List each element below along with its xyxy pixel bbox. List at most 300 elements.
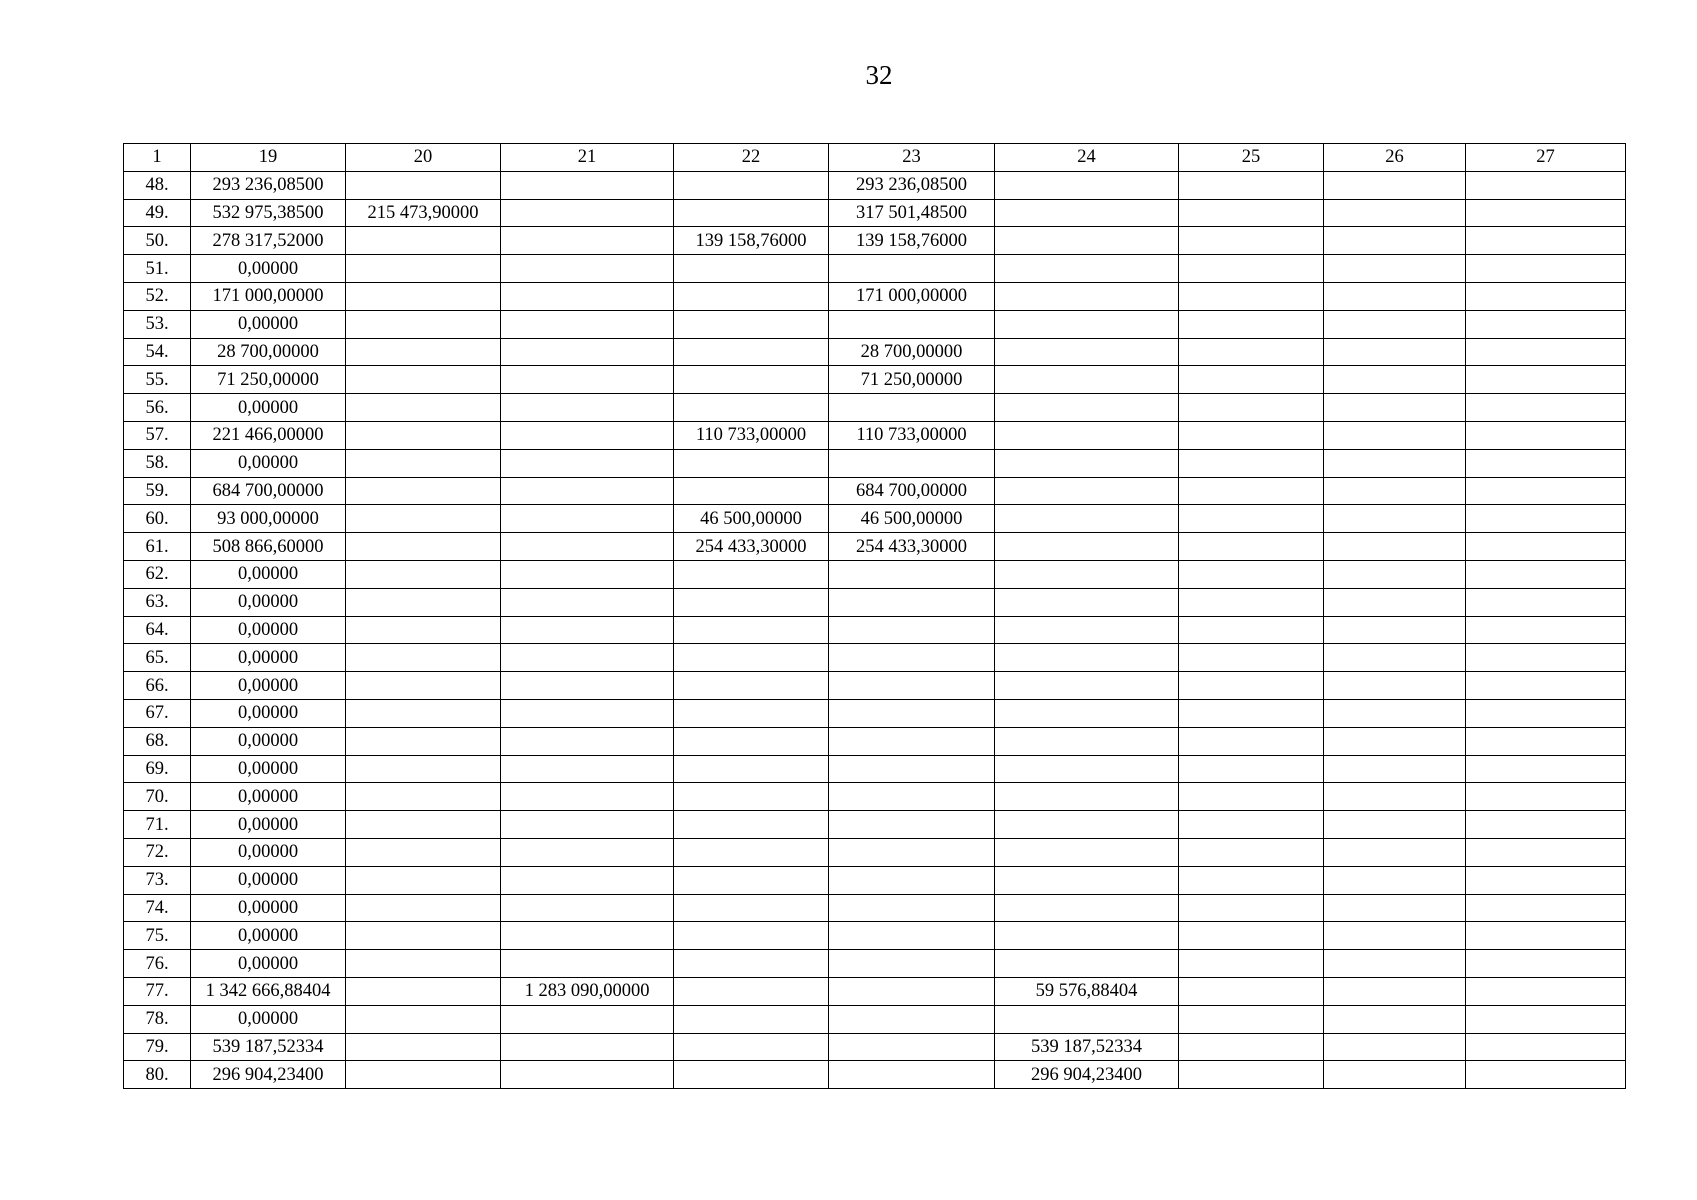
table-cell bbox=[829, 950, 995, 978]
table-cell bbox=[1179, 672, 1324, 700]
table-cell: 539 187,52334 bbox=[191, 1033, 346, 1061]
table-cell bbox=[674, 366, 829, 394]
table-cell bbox=[501, 199, 674, 227]
table-cell bbox=[1466, 1061, 1626, 1089]
table-cell bbox=[674, 950, 829, 978]
table-cell: 139 158,76000 bbox=[829, 227, 995, 255]
table-cell bbox=[1324, 783, 1466, 811]
table-cell bbox=[995, 282, 1179, 310]
table-cell bbox=[1179, 616, 1324, 644]
table-cell bbox=[674, 755, 829, 783]
table-cell: 293 236,08500 bbox=[829, 171, 995, 199]
table-row bbox=[124, 727, 1626, 755]
table-cell: 0,00000 bbox=[191, 560, 346, 588]
row-number-cell: 63. bbox=[124, 588, 191, 616]
table-cell bbox=[1466, 672, 1626, 700]
table-cell bbox=[674, 922, 829, 950]
table-cell bbox=[674, 282, 829, 310]
table-cell: 139 158,76000 bbox=[674, 227, 829, 255]
table-row bbox=[124, 449, 1626, 477]
row-number-cell: 71. bbox=[124, 811, 191, 839]
column-header: 25 bbox=[1179, 144, 1324, 172]
table-cell bbox=[995, 699, 1179, 727]
table-cell: 0,00000 bbox=[191, 672, 346, 700]
table-cell bbox=[346, 977, 501, 1005]
table-cell: 0,00000 bbox=[191, 394, 346, 422]
table-cell bbox=[1466, 533, 1626, 561]
table-cell bbox=[1466, 255, 1626, 283]
row-number-cell: 56. bbox=[124, 394, 191, 422]
table-cell bbox=[829, 616, 995, 644]
table-cell bbox=[346, 366, 501, 394]
table-cell: 28 700,00000 bbox=[191, 338, 346, 366]
table-cell bbox=[1466, 588, 1626, 616]
table-cell bbox=[674, 838, 829, 866]
table-cell bbox=[501, 1061, 674, 1089]
table-cell: 0,00000 bbox=[191, 922, 346, 950]
table-cell bbox=[501, 227, 674, 255]
table-cell bbox=[1466, 282, 1626, 310]
table-row bbox=[124, 255, 1626, 283]
table-cell bbox=[501, 588, 674, 616]
table-row bbox=[124, 644, 1626, 672]
table-cell bbox=[674, 616, 829, 644]
table-cell bbox=[829, 866, 995, 894]
table-cell: 171 000,00000 bbox=[191, 282, 346, 310]
table-cell bbox=[1179, 644, 1324, 672]
table-cell bbox=[674, 560, 829, 588]
table-cell bbox=[995, 505, 1179, 533]
table-cell: 0,00000 bbox=[191, 727, 346, 755]
table-cell bbox=[674, 449, 829, 477]
table-cell bbox=[995, 894, 1179, 922]
table-cell bbox=[674, 1033, 829, 1061]
table-cell bbox=[346, 616, 501, 644]
table-cell bbox=[1179, 310, 1324, 338]
table-cell bbox=[1324, 227, 1466, 255]
table-cell bbox=[1466, 866, 1626, 894]
row-number-cell: 50. bbox=[124, 227, 191, 255]
table-row bbox=[124, 477, 1626, 505]
table-cell bbox=[995, 171, 1179, 199]
table-cell bbox=[1466, 838, 1626, 866]
table-cell bbox=[1179, 171, 1324, 199]
table-cell: 0,00000 bbox=[191, 699, 346, 727]
table-cell bbox=[346, 255, 501, 283]
table-cell bbox=[1466, 171, 1626, 199]
table-row bbox=[124, 421, 1626, 449]
row-number-cell: 55. bbox=[124, 366, 191, 394]
table-cell: 0,00000 bbox=[191, 950, 346, 978]
table-cell bbox=[1179, 505, 1324, 533]
column-header: 20 bbox=[346, 144, 501, 172]
table-cell bbox=[1179, 338, 1324, 366]
table-cell bbox=[995, 727, 1179, 755]
table-row bbox=[124, 338, 1626, 366]
table-cell bbox=[1324, 977, 1466, 1005]
table-row bbox=[124, 560, 1626, 588]
table-cell bbox=[995, 922, 1179, 950]
table-cell bbox=[501, 505, 674, 533]
table-cell bbox=[1179, 227, 1324, 255]
table-cell bbox=[501, 922, 674, 950]
row-number-cell: 69. bbox=[124, 755, 191, 783]
table-cell bbox=[995, 838, 1179, 866]
table-cell bbox=[501, 866, 674, 894]
table-cell bbox=[1324, 1061, 1466, 1089]
table-cell bbox=[1466, 727, 1626, 755]
table-cell: 110 733,00000 bbox=[829, 421, 995, 449]
table-cell bbox=[829, 699, 995, 727]
table-cell bbox=[995, 644, 1179, 672]
table-cell: 221 466,00000 bbox=[191, 421, 346, 449]
table-cell bbox=[674, 255, 829, 283]
table-cell bbox=[346, 894, 501, 922]
table-cell bbox=[1179, 894, 1324, 922]
table-cell bbox=[346, 588, 501, 616]
table-cell bbox=[1324, 199, 1466, 227]
table-cell bbox=[995, 338, 1179, 366]
table-cell bbox=[995, 394, 1179, 422]
row-number-cell: 67. bbox=[124, 699, 191, 727]
table-cell: 0,00000 bbox=[191, 783, 346, 811]
table-cell: 0,00000 bbox=[191, 811, 346, 839]
table-cell bbox=[1324, 477, 1466, 505]
table-cell bbox=[995, 672, 1179, 700]
table-cell bbox=[1466, 505, 1626, 533]
table-cell bbox=[1324, 588, 1466, 616]
table-cell: 254 433,30000 bbox=[674, 533, 829, 561]
table-cell bbox=[1179, 838, 1324, 866]
table-cell: 71 250,00000 bbox=[829, 366, 995, 394]
table-cell bbox=[1324, 338, 1466, 366]
table-cell bbox=[995, 560, 1179, 588]
table-cell bbox=[1179, 950, 1324, 978]
table-cell bbox=[1466, 811, 1626, 839]
table-row bbox=[124, 838, 1626, 866]
table-cell bbox=[1179, 282, 1324, 310]
table-row bbox=[124, 755, 1626, 783]
table-cell: 71 250,00000 bbox=[191, 366, 346, 394]
table-cell bbox=[346, 1005, 501, 1033]
table-row bbox=[124, 199, 1626, 227]
row-number-cell: 72. bbox=[124, 838, 191, 866]
table-cell bbox=[1324, 533, 1466, 561]
table-row bbox=[124, 227, 1626, 255]
table-cell bbox=[674, 394, 829, 422]
table-cell bbox=[501, 533, 674, 561]
table-cell bbox=[346, 533, 501, 561]
table-cell bbox=[829, 560, 995, 588]
table-cell bbox=[995, 477, 1179, 505]
table-row bbox=[124, 588, 1626, 616]
table-cell bbox=[1466, 699, 1626, 727]
table-cell bbox=[995, 310, 1179, 338]
table-cell bbox=[1179, 394, 1324, 422]
table-cell bbox=[346, 171, 501, 199]
row-number-cell: 54. bbox=[124, 338, 191, 366]
table-cell bbox=[501, 672, 674, 700]
table-cell bbox=[1466, 199, 1626, 227]
table-cell bbox=[346, 783, 501, 811]
table-cell: 46 500,00000 bbox=[674, 505, 829, 533]
table-cell bbox=[346, 282, 501, 310]
table-cell bbox=[995, 533, 1179, 561]
table-cell bbox=[1466, 449, 1626, 477]
row-number-cell: 76. bbox=[124, 950, 191, 978]
table-cell bbox=[1324, 811, 1466, 839]
table-row bbox=[124, 866, 1626, 894]
table-cell bbox=[346, 950, 501, 978]
table-row bbox=[124, 616, 1626, 644]
table-cell bbox=[995, 588, 1179, 616]
table-cell bbox=[1466, 227, 1626, 255]
table-cell bbox=[1179, 783, 1324, 811]
row-number-cell: 75. bbox=[124, 922, 191, 950]
table-cell bbox=[1324, 560, 1466, 588]
table-cell bbox=[995, 199, 1179, 227]
page-number: 32 bbox=[865, 60, 893, 90]
row-number-cell: 66. bbox=[124, 672, 191, 700]
table-cell: 110 733,00000 bbox=[674, 421, 829, 449]
table-row bbox=[124, 950, 1626, 978]
table-row bbox=[124, 505, 1626, 533]
table-cell bbox=[674, 199, 829, 227]
table-cell bbox=[501, 560, 674, 588]
table-cell bbox=[1179, 922, 1324, 950]
row-number-cell: 65. bbox=[124, 644, 191, 672]
table-row bbox=[124, 1061, 1626, 1089]
table-cell: 0,00000 bbox=[191, 449, 346, 477]
table-cell: 0,00000 bbox=[191, 588, 346, 616]
table-header-row bbox=[124, 144, 1626, 172]
data-table bbox=[123, 143, 1626, 1089]
table-cell bbox=[346, 699, 501, 727]
table-cell: 215 473,90000 bbox=[346, 199, 501, 227]
table-cell bbox=[1466, 310, 1626, 338]
table-cell bbox=[995, 866, 1179, 894]
table-cell: 0,00000 bbox=[191, 755, 346, 783]
table-row bbox=[124, 394, 1626, 422]
table-cell bbox=[1179, 366, 1324, 394]
table-cell bbox=[674, 866, 829, 894]
table-cell bbox=[674, 644, 829, 672]
table-cell bbox=[501, 699, 674, 727]
table-row bbox=[124, 282, 1626, 310]
table-cell bbox=[1179, 533, 1324, 561]
table-cell bbox=[501, 727, 674, 755]
column-header: 23 bbox=[829, 144, 995, 172]
table-cell bbox=[1179, 199, 1324, 227]
table-cell bbox=[346, 227, 501, 255]
table-cell bbox=[829, 755, 995, 783]
table-cell bbox=[1324, 672, 1466, 700]
table-row bbox=[124, 1005, 1626, 1033]
table-cell bbox=[501, 310, 674, 338]
table-cell bbox=[1324, 449, 1466, 477]
table-cell bbox=[1466, 950, 1626, 978]
table-cell bbox=[995, 811, 1179, 839]
table-cell bbox=[1324, 310, 1466, 338]
table-cell: 0,00000 bbox=[191, 644, 346, 672]
table-cell: 28 700,00000 bbox=[829, 338, 995, 366]
table-cell bbox=[501, 783, 674, 811]
table-cell: 532 975,38500 bbox=[191, 199, 346, 227]
table-cell bbox=[501, 838, 674, 866]
table-row bbox=[124, 783, 1626, 811]
table-cell: 254 433,30000 bbox=[829, 533, 995, 561]
table-cell bbox=[995, 366, 1179, 394]
table-cell bbox=[1466, 1005, 1626, 1033]
table-cell bbox=[674, 338, 829, 366]
table-cell: 0,00000 bbox=[191, 310, 346, 338]
table-cell bbox=[1324, 282, 1466, 310]
table-cell: 0,00000 bbox=[191, 255, 346, 283]
row-number-cell: 68. bbox=[124, 727, 191, 755]
table-cell bbox=[1324, 421, 1466, 449]
row-number-cell: 57. bbox=[124, 421, 191, 449]
table-cell bbox=[1179, 866, 1324, 894]
table-cell bbox=[1466, 560, 1626, 588]
table-cell bbox=[1466, 477, 1626, 505]
table-cell: 539 187,52334 bbox=[995, 1033, 1179, 1061]
table-cell bbox=[995, 227, 1179, 255]
table-cell bbox=[346, 477, 501, 505]
row-number-cell: 51. bbox=[124, 255, 191, 283]
table-cell: 684 700,00000 bbox=[829, 477, 995, 505]
table-cell bbox=[829, 811, 995, 839]
table-cell bbox=[501, 394, 674, 422]
table-cell bbox=[1466, 644, 1626, 672]
table-cell bbox=[501, 755, 674, 783]
table-cell: 0,00000 bbox=[191, 616, 346, 644]
table-cell bbox=[829, 1005, 995, 1033]
table-row bbox=[124, 533, 1626, 561]
table-cell: 296 904,23400 bbox=[191, 1061, 346, 1089]
table-cell bbox=[1466, 894, 1626, 922]
table-cell bbox=[829, 394, 995, 422]
table-cell bbox=[501, 366, 674, 394]
table-cell bbox=[501, 1033, 674, 1061]
table-row bbox=[124, 310, 1626, 338]
row-number-cell: 49. bbox=[124, 199, 191, 227]
table-cell bbox=[995, 1005, 1179, 1033]
table-row bbox=[124, 1033, 1626, 1061]
table-cell bbox=[501, 950, 674, 978]
table-cell bbox=[829, 1061, 995, 1089]
table-cell bbox=[674, 672, 829, 700]
table-cell bbox=[346, 505, 501, 533]
table-cell bbox=[1179, 1061, 1324, 1089]
table-cell: 296 904,23400 bbox=[995, 1061, 1179, 1089]
table-cell bbox=[674, 171, 829, 199]
table-cell bbox=[1324, 922, 1466, 950]
row-number-cell: 48. bbox=[124, 171, 191, 199]
row-number-cell: 61. bbox=[124, 533, 191, 561]
table-cell: 1 342 666,88404 bbox=[191, 977, 346, 1005]
table-cell bbox=[1324, 366, 1466, 394]
table-cell bbox=[346, 338, 501, 366]
table-cell bbox=[995, 421, 1179, 449]
table-cell bbox=[1179, 477, 1324, 505]
table-cell bbox=[1179, 255, 1324, 283]
table-cell bbox=[1466, 755, 1626, 783]
table-cell bbox=[829, 922, 995, 950]
table-cell: 1 283 090,00000 bbox=[501, 977, 674, 1005]
table-cell: 171 000,00000 bbox=[829, 282, 995, 310]
table-cell bbox=[674, 811, 829, 839]
row-number-cell: 80. bbox=[124, 1061, 191, 1089]
table-cell bbox=[829, 783, 995, 811]
table-cell bbox=[674, 727, 829, 755]
table-cell bbox=[829, 977, 995, 1005]
table-cell bbox=[995, 255, 1179, 283]
table-cell bbox=[346, 449, 501, 477]
table-cell bbox=[501, 811, 674, 839]
table-cell bbox=[1324, 394, 1466, 422]
table-cell bbox=[501, 449, 674, 477]
row-number-cell: 62. bbox=[124, 560, 191, 588]
column-header: 21 bbox=[501, 144, 674, 172]
table-cell bbox=[1179, 755, 1324, 783]
table-cell bbox=[1179, 588, 1324, 616]
table-cell bbox=[829, 672, 995, 700]
table-cell bbox=[1466, 783, 1626, 811]
table-cell bbox=[1324, 894, 1466, 922]
row-number-cell: 74. bbox=[124, 894, 191, 922]
table-cell bbox=[1324, 171, 1466, 199]
table-cell bbox=[1179, 727, 1324, 755]
table-cell bbox=[674, 310, 829, 338]
column-header: 1 bbox=[124, 144, 191, 172]
table-cell bbox=[1179, 977, 1324, 1005]
column-header: 19 bbox=[191, 144, 346, 172]
table-cell bbox=[501, 171, 674, 199]
table-cell bbox=[1324, 727, 1466, 755]
table-cell bbox=[346, 560, 501, 588]
table-cell bbox=[829, 838, 995, 866]
table-cell bbox=[1324, 644, 1466, 672]
table-cell bbox=[1324, 616, 1466, 644]
table-row bbox=[124, 894, 1626, 922]
table-cell bbox=[1324, 505, 1466, 533]
table-cell bbox=[829, 644, 995, 672]
row-number-cell: 59. bbox=[124, 477, 191, 505]
table-cell bbox=[346, 727, 501, 755]
table-cell bbox=[346, 838, 501, 866]
table-cell bbox=[674, 477, 829, 505]
table-cell bbox=[674, 783, 829, 811]
table-cell bbox=[674, 1005, 829, 1033]
table-cell bbox=[1466, 977, 1626, 1005]
table-cell bbox=[346, 672, 501, 700]
table-cell: 684 700,00000 bbox=[191, 477, 346, 505]
table-cell bbox=[346, 644, 501, 672]
row-number-cell: 52. bbox=[124, 282, 191, 310]
table-cell bbox=[1179, 699, 1324, 727]
table-cell bbox=[1179, 449, 1324, 477]
table-cell: 0,00000 bbox=[191, 1005, 346, 1033]
table-cell bbox=[674, 699, 829, 727]
table-cell: 278 317,52000 bbox=[191, 227, 346, 255]
table-cell bbox=[346, 421, 501, 449]
table-cell bbox=[829, 588, 995, 616]
table-cell bbox=[829, 727, 995, 755]
table-cell bbox=[1466, 421, 1626, 449]
table-cell bbox=[1179, 421, 1324, 449]
table-cell bbox=[346, 922, 501, 950]
table-cell bbox=[501, 421, 674, 449]
